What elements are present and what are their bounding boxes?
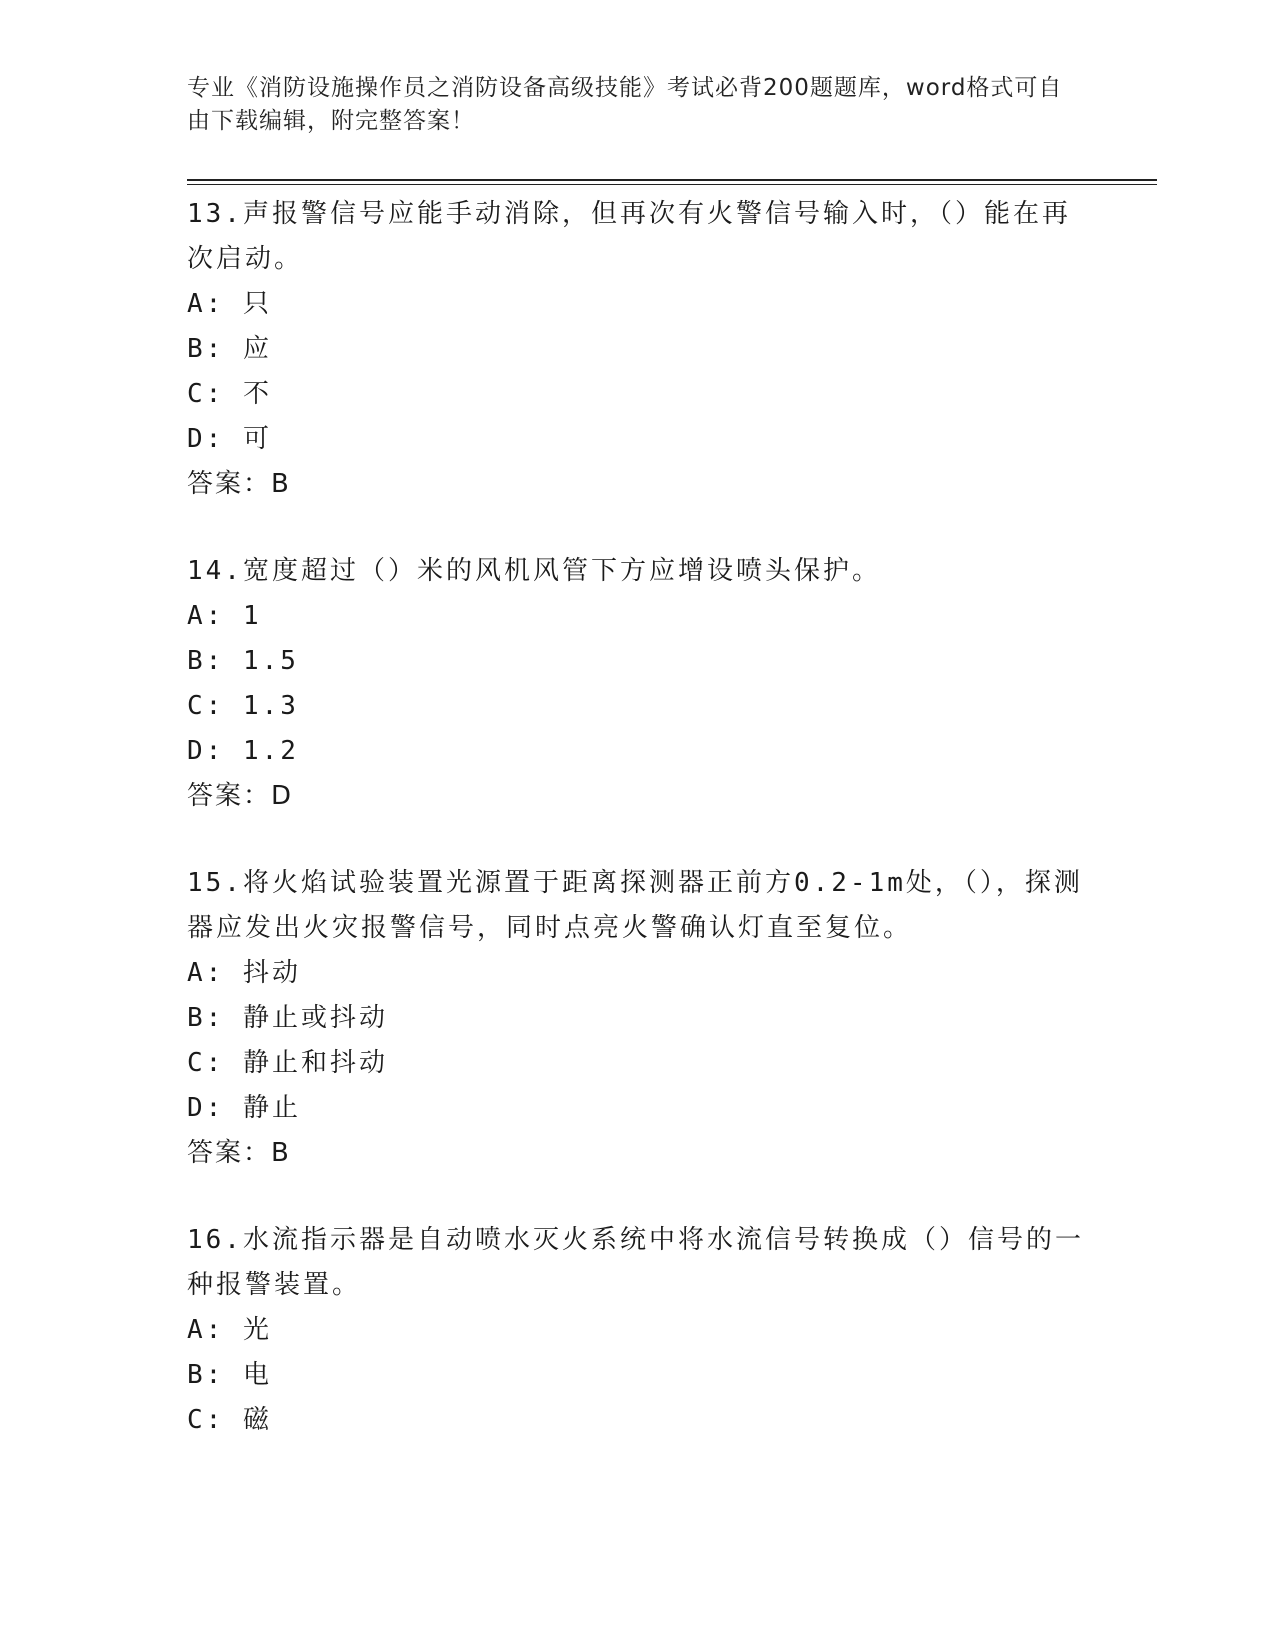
answer: 答案：D (187, 781, 294, 811)
option-a: A: 1 (187, 601, 262, 631)
question-stem: 13.声报警信号应能手动消除，但再次有火警信号输入时，（）能在再次启动。 (187, 199, 1071, 274)
option-d: D: 1.2 (187, 736, 299, 766)
option-a: A: 只 (187, 289, 272, 319)
option-d: D: 可 (187, 424, 272, 454)
question-16 (187, 1216, 1087, 1443)
option-b: B: 静止或抖动 (187, 1003, 388, 1033)
question-list (187, 190, 1087, 1483)
option-a: A: 光 (187, 1315, 272, 1345)
option-b: B: 应 (187, 334, 272, 364)
header-divider-thin (187, 184, 1157, 185)
option-c: C: 1.3 (187, 691, 299, 721)
question-stem: 14.宽度超过（）米的风机风管下方应增设喷头保护。 (187, 556, 881, 586)
option-b: B: 1.5 (187, 646, 299, 676)
question-13 (187, 190, 1087, 507)
option-c: C: 静止和抖动 (187, 1048, 388, 1078)
option-a: A: 抖动 (187, 958, 301, 988)
answer: 答案：B (187, 469, 291, 499)
option-c: C: 磁 (187, 1405, 272, 1435)
question-15 (187, 859, 1087, 1176)
option-c: C: 不 (187, 379, 272, 409)
answer: 答案：B (187, 1138, 291, 1168)
option-d: D: 静止 (187, 1093, 301, 1123)
question-stem: 16.水流指示器是自动喷水灭火系统中将水流信号转换成（）信号的一种报警装置。 (187, 1225, 1084, 1300)
question-stem: 15.将火焰试验装置光源置于距离探测器正前方0.2-1m处，（），探测器应发出火灾报警信号，同时点亮火警确认灯直至复位。 (187, 868, 1083, 943)
document-header: 专业《消防设施操作员之消防设备高级技能》考试必背200题题库，word格式可自由下载编辑，附完整答案！ (187, 75, 1063, 134)
option-b: B: 电 (187, 1360, 272, 1390)
header-divider-thick (187, 179, 1157, 181)
question-14 (187, 547, 1087, 819)
